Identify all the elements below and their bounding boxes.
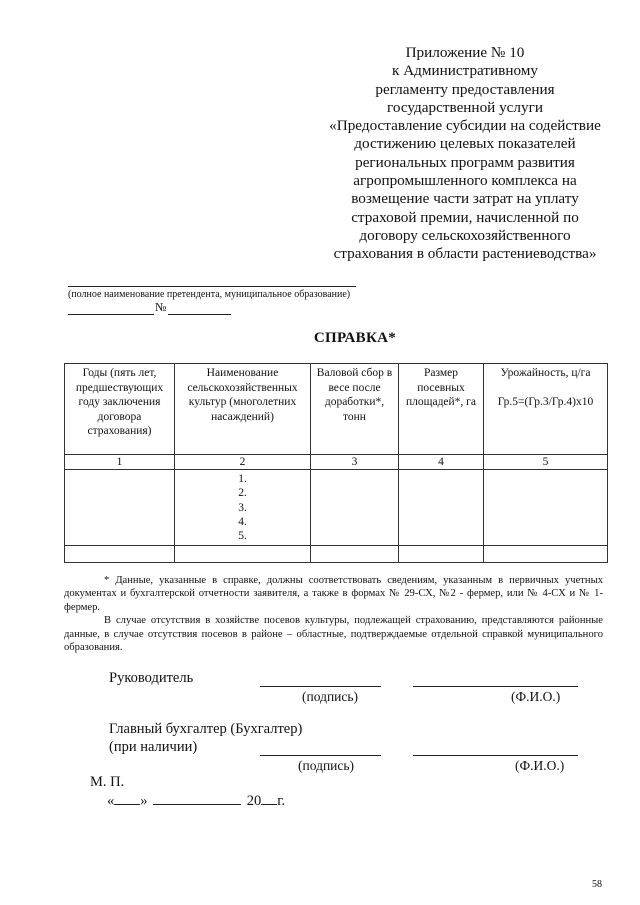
number-sign: № [155,300,167,314]
table-row [65,470,608,546]
appendix-line: страхования в области растениеводства» [333,245,597,263]
appendix-line: страховой премии, начисленной по [351,208,579,226]
crop-item: 4. [238,515,247,528]
stamp-label: М. П. [90,774,125,790]
years-cell[interactable] [65,470,175,546]
date-line [107,792,285,810]
header-productivity [484,364,608,455]
head-signature-caption: (подпись) [302,689,359,704]
accountant-fio-line[interactable] [413,755,578,756]
column-number: 3 [311,455,399,470]
column-number: 1 [65,455,175,470]
accountant-signature-caption: (подпись) [298,758,355,773]
page-number: 58 [592,879,602,890]
head-fio-caption: (Ф.И.О.) [511,689,561,704]
empty-cell[interactable] [65,546,175,563]
appendix-line: Приложение № 10 [405,44,525,61]
appendix-line: возмещение части затрат на уплату [351,190,579,208]
table-header-row [65,364,608,455]
header-gross-yield: Валовой сбор в весе после доработки*, тонн [311,364,399,455]
accountant-signature-line[interactable] [260,755,381,756]
appendix-line: государственной услуги [387,98,543,116]
appendix-header [322,44,608,264]
applicant-ref-line[interactable] [68,314,154,315]
column-number: 4 [399,455,484,470]
table-number-row [65,455,608,470]
applicant-number-line[interactable] [168,314,231,315]
date-day-blank[interactable] [114,792,140,805]
document-title: СПРАВКА* [313,330,397,346]
head-fio-line[interactable] [413,686,578,687]
empty-cell[interactable] [399,546,484,563]
header-productivity-formula: Гр.5=(Гр.3/Гр.4)x10 [497,395,594,408]
crop-item: 5. [238,530,247,543]
footnotes [64,574,603,654]
appendix-line: «Предоставление субсидии на содействие [329,117,601,135]
date-year-suffix: г. [277,793,286,809]
footnote-data-sources: * Данные, указанные в справке, должны соответствовать сведениям, указанным в первичных учетных документах и бухгалтерской отчетности заявителя, а также в формах № 29-СХ, №2 - фермер, или № 4-СХ и № 1-фермер. [64,575,603,613]
table-row [65,546,608,563]
header-years: Годы (пять лет, предшествующих году заключения договора страхования) [65,364,175,455]
crop-item: 3. [238,501,247,514]
appendix-line: договору сельскохозяйственного [359,226,571,244]
date-year-blank[interactable] [261,792,277,805]
column-number: 2 [175,455,311,470]
empty-cell[interactable] [311,546,399,563]
applicant-name-line[interactable] [68,286,356,287]
productivity-cell[interactable] [484,470,608,546]
crop-item: 2. [238,487,247,500]
accountant-label: Главный бухгалтер (Бухгалтер) [109,721,303,737]
column-number: 5 [484,455,608,470]
appendix-line: региональных программ развития [355,153,575,171]
applicant-caption: (полное наименование претендента, муниципальное образование) [68,289,351,300]
footnote-absence: В случае отсутствия в хозяйстве посевов культуры, подлежащей страхованию, представляются районные данные, в случае отсутствия посевов в районе – областные, подтверждаемые отдельной справкой муниципального образования. [64,615,603,654]
date-month-blank[interactable] [153,792,241,805]
crops-cell[interactable] [175,470,311,546]
crop-item: 1. [238,473,247,485]
accountant-fio-caption: (Ф.И.О.) [515,758,565,773]
accountant-label-note: (при наличии) [109,739,198,755]
header-area: Размер посевных площадей*, га [399,364,484,455]
appendix-line: достижению целевых показателей [354,135,576,153]
appendix-line: агропромышленного комплекса на [353,172,577,190]
gross-yield-cell[interactable] [311,470,399,546]
empty-cell[interactable] [175,546,311,563]
head-label: Руководитель [109,670,194,686]
appendix-line: к Административному [392,62,538,80]
head-signature-line[interactable] [260,686,381,687]
header-productivity-label: Урожайность, ц/га [500,367,591,379]
date-year-prefix: 20 [246,793,262,809]
date-open-quote: « [107,793,115,809]
certificate-table [64,363,608,563]
header-crops: Наименование сельскохозяйственных культур (многолетних насаждений) [175,364,311,455]
empty-cell[interactable] [484,546,608,563]
area-cell[interactable] [399,470,484,546]
appendix-line: регламенту предоставления [375,80,555,98]
date-close-quote: » [140,793,148,809]
